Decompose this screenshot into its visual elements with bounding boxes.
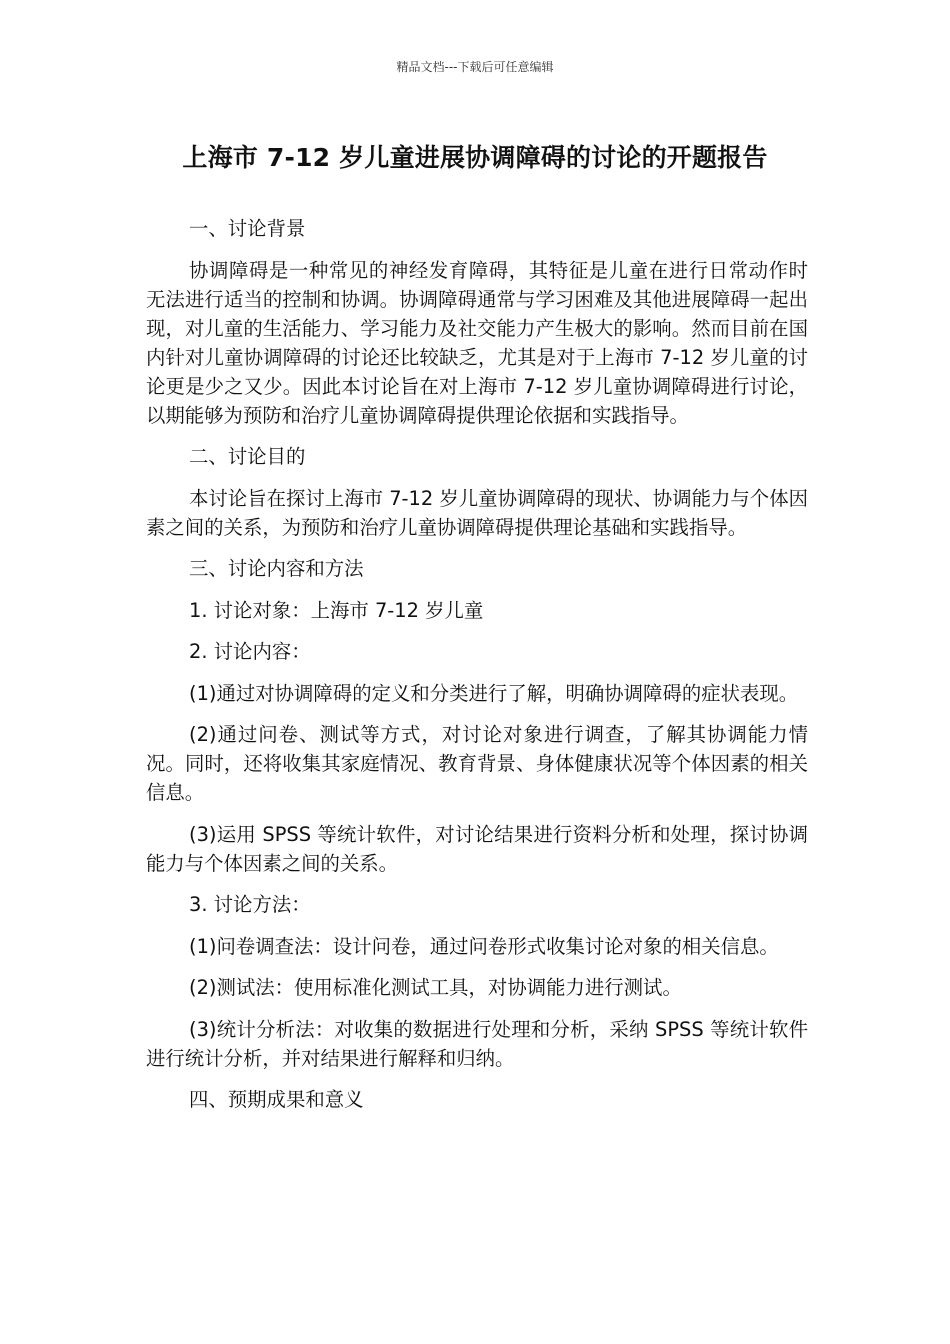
content-item-1: (1)通过对协调障碍的定义和分类进行了解，明确协调障碍的症状表现。 xyxy=(189,681,799,705)
header-note: 精品文档---下载后可任意编辑 xyxy=(396,60,554,74)
section-heading-content-methods: 三、讨论内容和方法 xyxy=(189,557,364,580)
list-item-subjects: 1. 讨论对象：上海市 7-12 岁儿童 xyxy=(189,598,484,622)
section-heading-outcomes: 四、预期成果和意义 xyxy=(189,1088,364,1111)
method-item-2: (2)测试法：使用标准化测试工具，对协调能力进行测试。 xyxy=(189,976,682,999)
list-item-methods: 3. 讨论方法： xyxy=(189,893,311,916)
method-item-3: (3)统计分析法：对收集的数据进行处理和分析，采纳 SPSS 等统计软件进行统计分析，并对结果进行解释和归纳。 xyxy=(146,1017,808,1070)
paragraph-background: 协调障碍是一种常见的神经发育障碍，其特征是儿童在进行日常动作时无法进行适当的控制和协调。协调障碍通常与学习困难及其他进展障碍一起出现，对儿童的生活能力、学习能力及社交能力产生极大的影响。然而目前在国内针对儿童协调障碍的讨论还比较缺乏，尤其是对于上海市 7-12 岁儿童的讨论更是少之又少。因此本讨论旨在对上海市 7-12 岁儿童协调障碍进行讨论，以期能够为预防和治疗儿童协调障碍提供理论依据和实践指导。 xyxy=(146,258,808,427)
section-heading-background: 一、讨论背景 xyxy=(189,217,306,240)
content-item-2: (2)通过问卷、测试等方式，对讨论对象进行调查，了解其协调能力情况。同时，还将收集其家庭情况、教育背景、身体健康状况等个体因素的相关信息。 xyxy=(146,723,808,804)
document-title: 上海市 7-12 岁儿童进展协调障碍的讨论的开题报告 xyxy=(182,143,768,172)
list-item-content: 2. 讨论内容： xyxy=(189,640,311,663)
paragraph-purpose: 本讨论旨在探讨上海市 7-12 岁儿童协调障碍的现状、协调能力与个体因素之间的关系，为预防和治疗儿童协调障碍提供理论基础和实践指导。 xyxy=(146,486,808,539)
document-body xyxy=(146,214,808,1127)
method-item-1: (1)问卷调查法：设计问卷，通过问卷形式收集讨论对象的相关信息。 xyxy=(189,934,779,958)
section-heading-purpose: 二、讨论目的 xyxy=(189,445,306,468)
content-item-3: (3)运用 SPSS 等统计软件，对讨论结果进行资料分析和处理，探讨协调能力与个体因素之间的关系。 xyxy=(146,822,808,875)
